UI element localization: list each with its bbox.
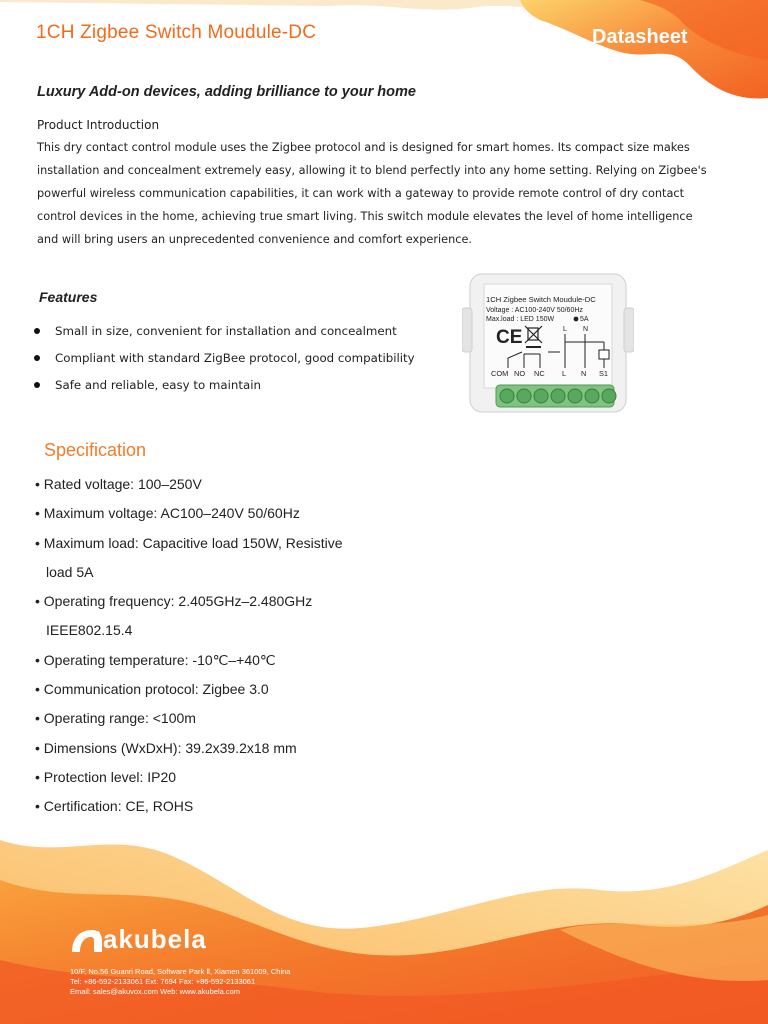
label-line1: 1CH Zigbee Switch Moudule-DC <box>486 295 596 304</box>
intro-heading: Product Introduction <box>37 118 160 132</box>
brand-name: akubela <box>103 924 207 954</box>
spec-item-continued <box>35 558 343 587</box>
spec-item-continued-text: IEEE802.15.4 <box>46 622 133 639</box>
features-list <box>33 318 415 399</box>
term-n-top: N <box>583 326 589 333</box>
intro-body: This dry contact control module uses the Zigbee protocol and is designed for smart homes. Its compact size makes installation and concealment extremely easy, allowing it to blend perfectly into any home setting. Relying on Zigbee's powerful wireless communication capabilities, it can work with a gateway to provide remote control of dry contact control devices in the home, achieving true smart living. This switch module elevates the level of home intelligence and will bring users an unprecedented convenience and comfort experience. <box>37 141 707 246</box>
label-line2: Voltage : AC100-240V 50/60Hz <box>486 307 583 314</box>
ce-mark-icon: CE <box>496 327 523 348</box>
term-l-top: L <box>563 326 567 333</box>
product-introduction <box>37 118 717 251</box>
term-n: N <box>581 369 587 378</box>
spec-item-continued-text: load 5A <box>46 563 94 580</box>
datasheet-badge: Datasheet <box>592 26 688 48</box>
specification-list <box>35 470 343 822</box>
spec-item: • Dimensions (WxDxH): 39.2x39.2x18 mm <box>35 739 297 756</box>
spec-item: • Maximum load: Capacitive load 150W, Resistive <box>35 534 343 551</box>
term-no: NO <box>514 369 526 378</box>
spec-item: • Rated voltage: 100–250V <box>35 476 202 492</box>
feature-item: Safe and reliable, easy to maintain <box>33 372 415 399</box>
term-com: COM <box>491 369 509 378</box>
spec-item: • Communication protocol: Zigbee 3.0 <box>35 681 269 698</box>
document-title: 1CH Zigbee Switch Moudule-DC <box>36 22 317 43</box>
term-s1: S1 <box>599 369 609 378</box>
tagline: Luxury Add-on devices, adding brilliance to your home <box>37 84 416 100</box>
specification-title: Specification <box>44 440 147 460</box>
feature-item: Compliant with standard ZigBee protocol, good compatibility <box>33 345 415 372</box>
footer-address: 10/F, No.56 Guanri Road, Software Park Ⅱ, Xiamen 361009, China <box>70 967 291 976</box>
term-l: L <box>562 369 567 378</box>
product-image <box>462 268 634 418</box>
features-title: Features <box>39 289 98 305</box>
label-line3-load: 5A <box>580 316 589 323</box>
terminal-block <box>496 385 616 407</box>
term-nc: NC <box>534 369 545 378</box>
feature-item: Small in size, convenient for installation and concealment <box>33 318 415 345</box>
spec-item: • Protection level: IP20 <box>35 768 177 785</box>
spec-item: • Certification: CE, ROHS <box>35 798 194 815</box>
spec-item: • Operating temperature: -10℃–+40℃ <box>35 651 276 668</box>
footer-contact <box>70 967 290 997</box>
footer-phone: Tel: +86-592-2133061 Ext: 7694 Fax: +86-592-2133061 <box>70 977 256 986</box>
spec-item-continued <box>35 616 343 645</box>
label-line3: Max.load : LED 150W <box>486 316 555 323</box>
spec-item: • Operating range: <100m <box>35 710 196 727</box>
gear-icon <box>574 317 579 322</box>
footer-email: Email: sales@akuvox.com Web: www.akubela.com <box>70 987 241 996</box>
spec-item: • Operating frequency: 2.405GHz–2.480GHz <box>35 593 313 610</box>
spec-item: • Maximum voltage: AC100–240V 50/60Hz <box>35 505 300 522</box>
